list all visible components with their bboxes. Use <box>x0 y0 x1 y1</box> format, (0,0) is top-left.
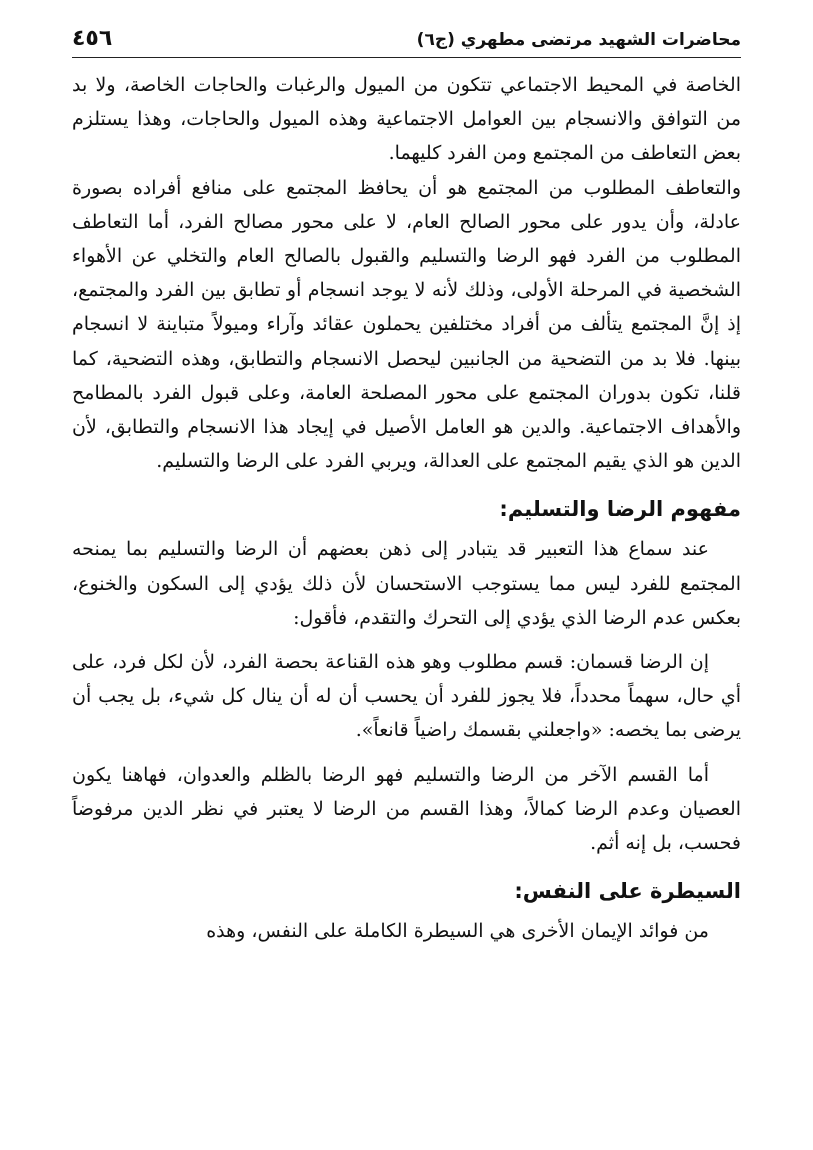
section-heading-self-control: السيطرة على النفس: <box>514 879 741 904</box>
page-body <box>72 68 741 948</box>
page-header <box>72 26 741 58</box>
running-title: محاضرات الشهيد مرتضى مطهري (ج٦) <box>416 30 741 50</box>
paragraph-contentment-objection: عند سماع هذا التعبير قد يتبادر إلى ذهن بعضهم أن الرضا والتسليم بما يمنحه المجتمع للفرد ليس مما يستوجب الاستحسان لأن ذلك يؤدي إلى السكون والخنوع، بعكس عدم الرضا الذي يؤدي إلى التحرك والتقدم، فأقول: <box>72 538 741 629</box>
paragraph-contentment-injustice: أما القسم الآخر من الرضا والتسليم فهو الرضا بالظلم والعدوان، فهاهنا يكون العصيان وعدم الرضا كمالاً، وهذا القسم من الرضا لا يعتبر في نظر الدين مرفوضاً فحسب، بل إنه أثم. <box>72 763 741 855</box>
page-number: ٤٥٦ <box>72 26 113 51</box>
paragraph-contentment-types: إن الرضا قسمان: قسم مطلوب وهو هذه القناعة بحصة الفرد، لأن لكل فرد، على أي حال، سهماً محدداً، فلا يجوز للفرد أن يحسب أن له أن ينال كل شيء، بل يجب أن يرضى بما يخصه: «واجعلني بقسمك راضياً قانعاً». <box>72 651 741 742</box>
section-heading-contentment: مفهوم الرضا والتسليم: <box>499 497 741 522</box>
paragraph-continuation: الخاصة في المحيط الاجتماعي تتكون من الميول والرغبات والحاجات الخاصة، ولا بد من التوافق والانسجام بين العوامل الاجتماعية وهذه الميول والحاجات، وهذا يستلزم بعض التعاطف من المجتمع ومن الفرد كليهما. <box>72 74 741 165</box>
paragraph-social-harmony: والتعاطف المطلوب من المجتمع هو أن يحافظ المجتمع على منافع أفراده بصورة عادلة، وأن يدور على محور الصالح العام، لا على محور مصالح الفرد، أما التعاطف المطلوب من الفرد فهو الرضا والتسليم والقبول بالصالح العام والتخلي عن الأهواء الشخصية في المرحلة الأولى، وذلك لأنه لا يوجد انسجام أو تطابق بين الفرد والمجتمع، إذ إنَّ المجتمع يتألف من أفراد مختلفين يحملون عقائد وآراء وميولاً متباينة لا انسجام بينها. فلا بد من التضحية من الجانبين ليحصل الانسجام والتطابق، وهذه التضحية، كما قلنا، تكون بدوران المجتمع على محور المصلحة العامة، وعلى قبول الفرد بالمطامح والأهداف الاجتماعية. والدين هو العامل الأصيل في إيجاد هذا الانسجام والتطابق، لأن الدين هو الذي يقيم المجتمع على العدالة، ويربي الفرد على الرضا والتسليم. <box>72 176 741 473</box>
paragraph-self-control: من فوائد الإيمان الأخرى هي السيطرة الكاملة على النفس، وهذه <box>206 920 709 943</box>
